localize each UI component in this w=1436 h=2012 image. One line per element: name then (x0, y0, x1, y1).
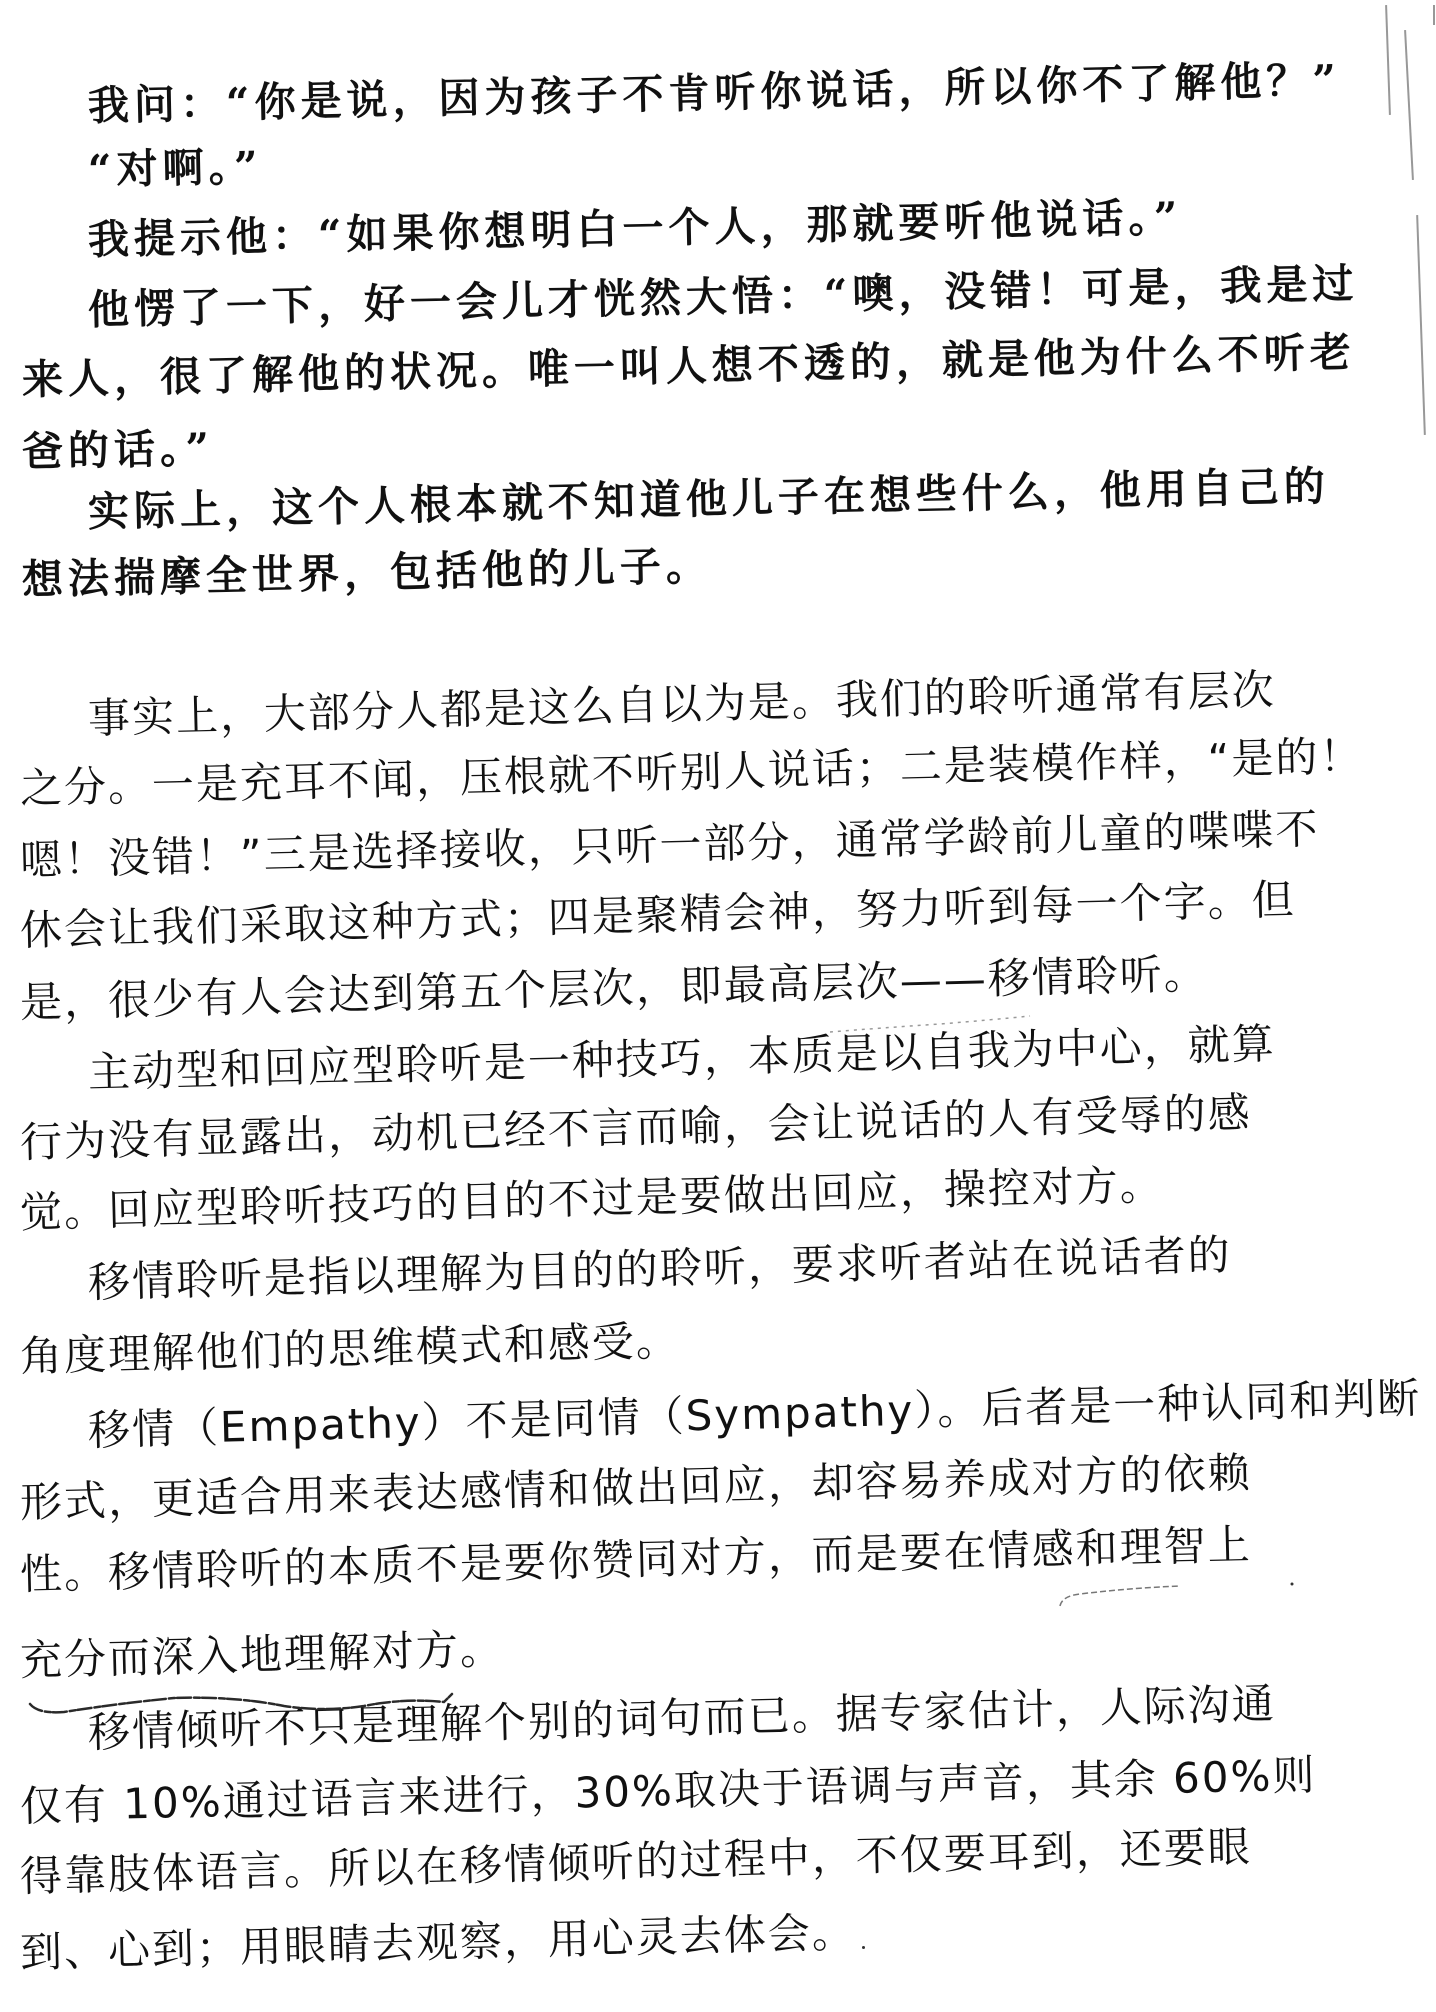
text-line: 实际上，这个人根本就不知道他儿子在想些什么，他用自己的 (87, 461, 1331, 536)
text-line: 觉。回应型聆听技巧的目的不过是要做出回应，操控对方。 (19, 1160, 1165, 1237)
pencil-mark (1050, 1580, 1300, 1610)
wavy-underline-mark (24, 1692, 464, 1722)
text-line: 行为没有显露出，动机已经不言而喻，会让说话的人有受辱的感 (19, 1087, 1253, 1167)
text-line: 我提示他：“如果你想明白一个人，那就要听他说话。” (87, 193, 1183, 264)
scan-smudge (820, 1010, 1040, 1040)
text-line: 到、心到；用眼睛去观察，用心灵去体会。 (19, 1907, 857, 1977)
text-line: “对啊。” (87, 142, 264, 194)
underlined-text-line: 充分而深入地理解对方。 (19, 1624, 505, 1685)
text-line: 事实上，大部分人都是这么自以为是。我们的聆听通常有层次 (87, 664, 1277, 743)
text-line: 嗯！没错！”三是选择接收，只听一部分，通常学龄前儿童的喋喋不 (19, 804, 1320, 885)
text-line: 仅有 10%通过语言来进行，30%取决于语调与声音，其余 60%则 (19, 1750, 1317, 1831)
text-line: 爸的话。” (21, 423, 215, 476)
scan-edge-mark (1404, 30, 1414, 180)
text-line: 主动型和回应型聆听是一种技巧，本质是以自我为中心，就算 (87, 1018, 1277, 1097)
text-line: 是，很少有人会达到第五个层次，即最高层次——移情聆听。 (19, 948, 1209, 1027)
text-line: 移情聆听是指以理解为目的的聆听，要求听者站在说话者的 (87, 1230, 1233, 1307)
text-line: 之分。一是充耳不闻，压根就不听别人说话；二是装模作样，“是的！ (19, 731, 1364, 813)
text-line: 角度理解他们的思维模式和感受。 (19, 1315, 681, 1381)
ink-dot (862, 1946, 865, 1949)
text-line: 我问：“你是说，因为孩子不肯听你说话，所以你不了解他？” (87, 55, 1342, 130)
text-line: 他愣了一下，好一会儿才恍然大悟：“噢，没错！可是，我是过 (87, 259, 1359, 334)
text-line: 移情（Empathy）不是同情（Sympathy）。后者是一种认同和判断 (87, 1373, 1422, 1455)
text-line: 休会让我们采取这种方式；四是聚精会神，努力听到每一个字。但 (19, 874, 1297, 955)
text-line: 来人，很了解他的状况。唯一叫人想不透的，就是他为什么不听老 (21, 328, 1357, 404)
scan-edge-mark (1385, 5, 1391, 115)
scan-edge-mark (1416, 215, 1426, 435)
scan-edge-mark (1433, 5, 1435, 25)
text-line: 想法揣摩全世界，包括他的儿子。 (21, 541, 713, 604)
text-line: 性。移情聆听的本质不是要你赞同对方，而是要在情感和理智上 (19, 1519, 1253, 1599)
text-line: 移情倾听不只是理解个别的词句而已。据专家估计，人际沟通 (87, 1678, 1277, 1757)
text-line: 形式，更适合用来表达感情和做出回应，却容易养成对方的依赖 (19, 1447, 1253, 1527)
text-line: 得靠肢体语言。所以在移情倾听的过程中，不仅要耳到，还要眼 (19, 1821, 1253, 1901)
